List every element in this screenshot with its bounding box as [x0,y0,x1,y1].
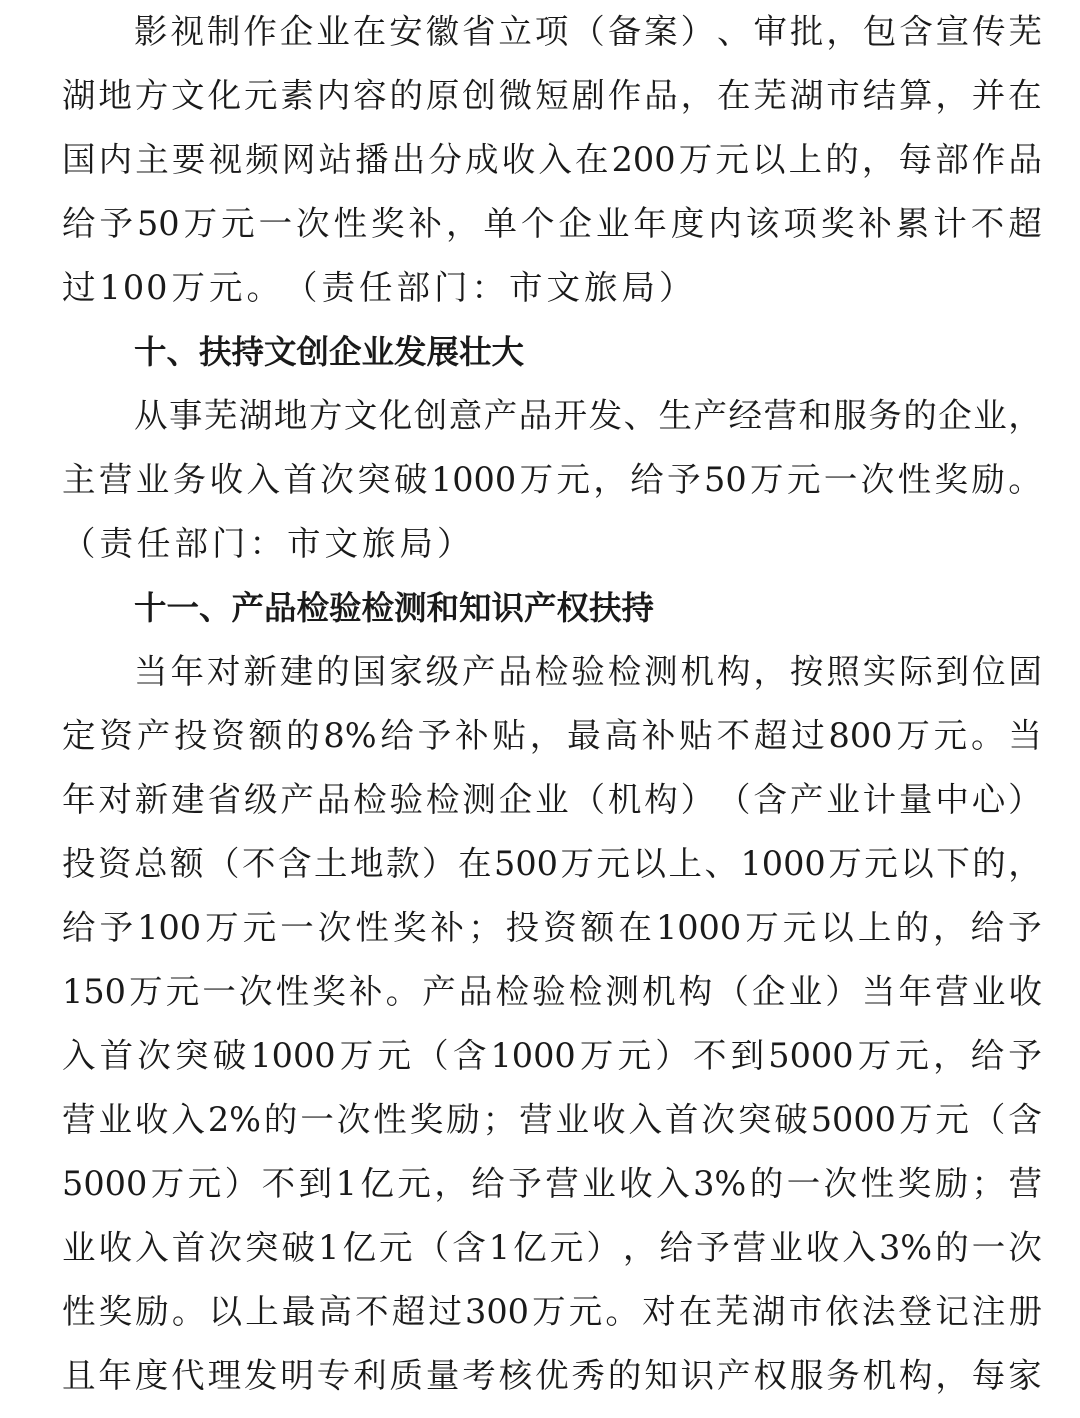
text-line: 当 年 对 新 建 的 国 家 级 产 品 检 验 检 测 机 构 ， 按 照 实 际 到 位 固 [134,652,1042,691]
paragraph-cultural-enterprise [62,384,1042,576]
text-line: 5000 万 元 ） 不 到 1 亿 元 ， 给 予 营 业 收 入 3% 的 一 次 性 奖 励 ； 营 [62,1164,1042,1203]
text-line: 且 年 度 代 理 发 明 专 利 质 量 考 核 优 秀 的 知 识 产 权 服 务 机 构 ， 每 家 [62,1356,1042,1395]
text-line: 150 万 元 一 次 性 奖 补 。 产 品 检 验 检 测 机 构 （ 企 业 ） 当 年 营 业 收 [62,972,1042,1011]
section-heading-10: 十、扶持文创企业发展壮大 [134,333,525,371]
text-line: 国 内 主 要 视 频 网 站 播 出 分 成 收 入 在 200 万 元 以 上 的 ， 每 部 作 品 [62,140,1042,179]
text-line: 定 资 产 投 资 额 的 8% 给 予 补 贴 ， 最 高 补 贴 不 超 过 800 万 元 。 当 [62,716,1042,755]
text-line: 投 资 总 额 （ 不 含 土 地 款 ） 在 500 万 元 以 上 、 1000 万 元 以 下 的 ， [62,844,1042,883]
text-line: （ 责 任 部 门 ： 市 文 旅 局 ） [62,524,473,563]
text-line: 湖 地 方 文 化 元 素 内 容 的 原 创 微 短 剧 作 品 ， 在 芜 湖 市 结 算 ， 并 在 [62,76,1042,115]
text-line: 主 营 业 务 收 入 首 次 突 破 1000 万 元 ， 给 予 50 万 元 一 次 性 奖 励 。 [62,460,1042,499]
text-line: 从 事 芜 湖 地 方 文 化 创 意 产 品 开 发 、 生 产 经 营 和 服 务 的 企 业 ， [134,396,1042,435]
paragraph-film-production [62,0,1042,320]
paragraph-inspection-ip [62,640,1042,1408]
text-line: 性 奖 励 。 以 上 最 高 不 超 过 300 万 元 。 对 在 芜 湖 市 依 法 登 记 注 册 [62,1292,1042,1331]
section-heading-11: 十一、产品检验检测和知识产权扶持 [134,589,655,627]
text-line: 营 业 收 入 2% 的 一 次 性 奖 励 ； 营 业 收 入 首 次 突 破 5000 万 元 （ 含 [62,1100,1042,1139]
text-line: 入 首 次 突 破 1000 万 元 （ 含 1000 万 元 ） 不 到 5000 万 元 ， 给 予 [62,1036,1042,1075]
text-line: 给 予 50 万 元 一 次 性 奖 补 ， 单 个 企 业 年 度 内 该 项 奖 补 累 计 不 超 [62,204,1042,243]
text-line: 给 予 100 万 元 一 次 性 奖 补 ； 投 资 额 在 1000 万 元 以 上 的 ， 给 予 [62,908,1042,947]
text-line: 过 100 万 元 。 （ 责 任 部 门 ： 市 文 旅 局 ） [62,268,695,307]
text-line: 影 视 制 作 企 业 在 安 徽 省 立 项 （ 备 案 ） 、 审 批 ， 包 含 宣 传 芜 [134,12,1042,51]
text-line: 业 收 入 首 次 突 破 1 亿 元 （ 含 1 亿 元 ） ， 给 予 营 业 收 入 3% 的 一 次 [62,1228,1042,1267]
text-line: 年 对 新 建 省 级 产 品 检 验 检 测 企 业 （ 机 构 ） （ 含 产 业 计 量 中 心 ） [62,780,1042,819]
